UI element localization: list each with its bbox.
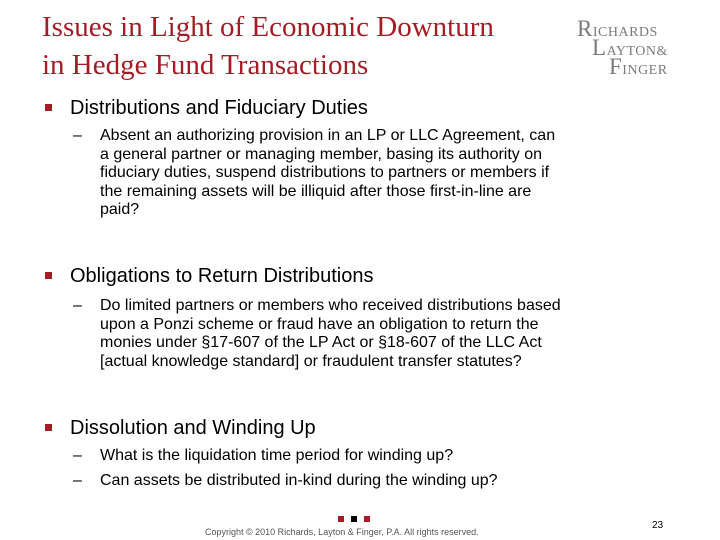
dash-marker: –	[73, 472, 82, 489]
title-line-1: Issues in Light of Economic Downturn	[42, 11, 494, 43]
sub-item	[73, 297, 693, 373]
logo-text-layton: AYTON	[606, 44, 657, 59]
sub-line: a general partner or managing member, basing its authority on	[100, 145, 543, 163]
title-line-2: in Hedge Fund Transactions	[42, 49, 369, 81]
sub-line: fiduciary duties, suspend distributions to partners or members if	[100, 164, 550, 181]
slide-title	[42, 8, 562, 84]
sub-line: monies under §17-607 of the LP Act or §18-607 of the LLC Act	[100, 334, 542, 351]
logo-text-richards: ICHARDS	[592, 25, 658, 40]
sub-line: upon a Ponzi scheme or fraud have an obligation to return the	[100, 315, 539, 333]
page-number: 23	[652, 520, 664, 531]
logo-text-finger: INGER	[622, 63, 668, 78]
dash-marker: –	[73, 297, 82, 314]
dash-marker: –	[73, 447, 82, 464]
sub-item	[73, 447, 693, 466]
logo-line-layton: LAYTON&	[592, 35, 668, 60]
bullet-heading: Obligations to Return Distributions	[70, 265, 374, 287]
sub-line: the remaining assets will be illiquid after those first-in-line are	[100, 182, 532, 200]
logo-line-richards: RICHARDS	[577, 16, 658, 41]
logo-line-finger: FINGER	[609, 54, 668, 79]
sub-item-text	[100, 127, 555, 220]
sub-item-text: Can assets be distributed in-kind during the winding up?	[100, 472, 498, 489]
sub-line: Absent an authorizing provision in an LP or LLC Agreement, can	[100, 127, 556, 144]
firm-logo	[577, 16, 689, 79]
sub-item-text: What is the liquidation time period for winding up?	[100, 447, 454, 464]
sub-line: Do limited partners or members who received distributions based	[100, 297, 561, 314]
sub-line: [actual knowledge standard] or fraudulent transfer statutes?	[100, 352, 522, 370]
bullet-heading: Dissolution and Winding Up	[70, 417, 316, 439]
sub-line: paid?	[100, 201, 140, 218]
sub-item	[73, 127, 693, 222]
dash-marker: –	[73, 127, 82, 144]
copyright-notice: Copyright © 2010 Richards, Layton & Finger, P.A. All rights reserved.	[205, 527, 479, 537]
footer-square-icon	[351, 516, 357, 522]
bullet-heading: Distributions and Fiduciary Duties	[70, 97, 368, 119]
footer-square-icon	[338, 516, 344, 522]
logo-ampersand: &	[656, 44, 668, 59]
footer-marks	[338, 516, 378, 522]
bullet-square-icon	[45, 104, 52, 111]
footer-square-icon	[364, 516, 370, 522]
bullet-square-icon	[45, 424, 52, 431]
sub-item	[73, 472, 693, 491]
sub-item-text	[100, 297, 561, 371]
bullet-square-icon	[45, 272, 52, 279]
